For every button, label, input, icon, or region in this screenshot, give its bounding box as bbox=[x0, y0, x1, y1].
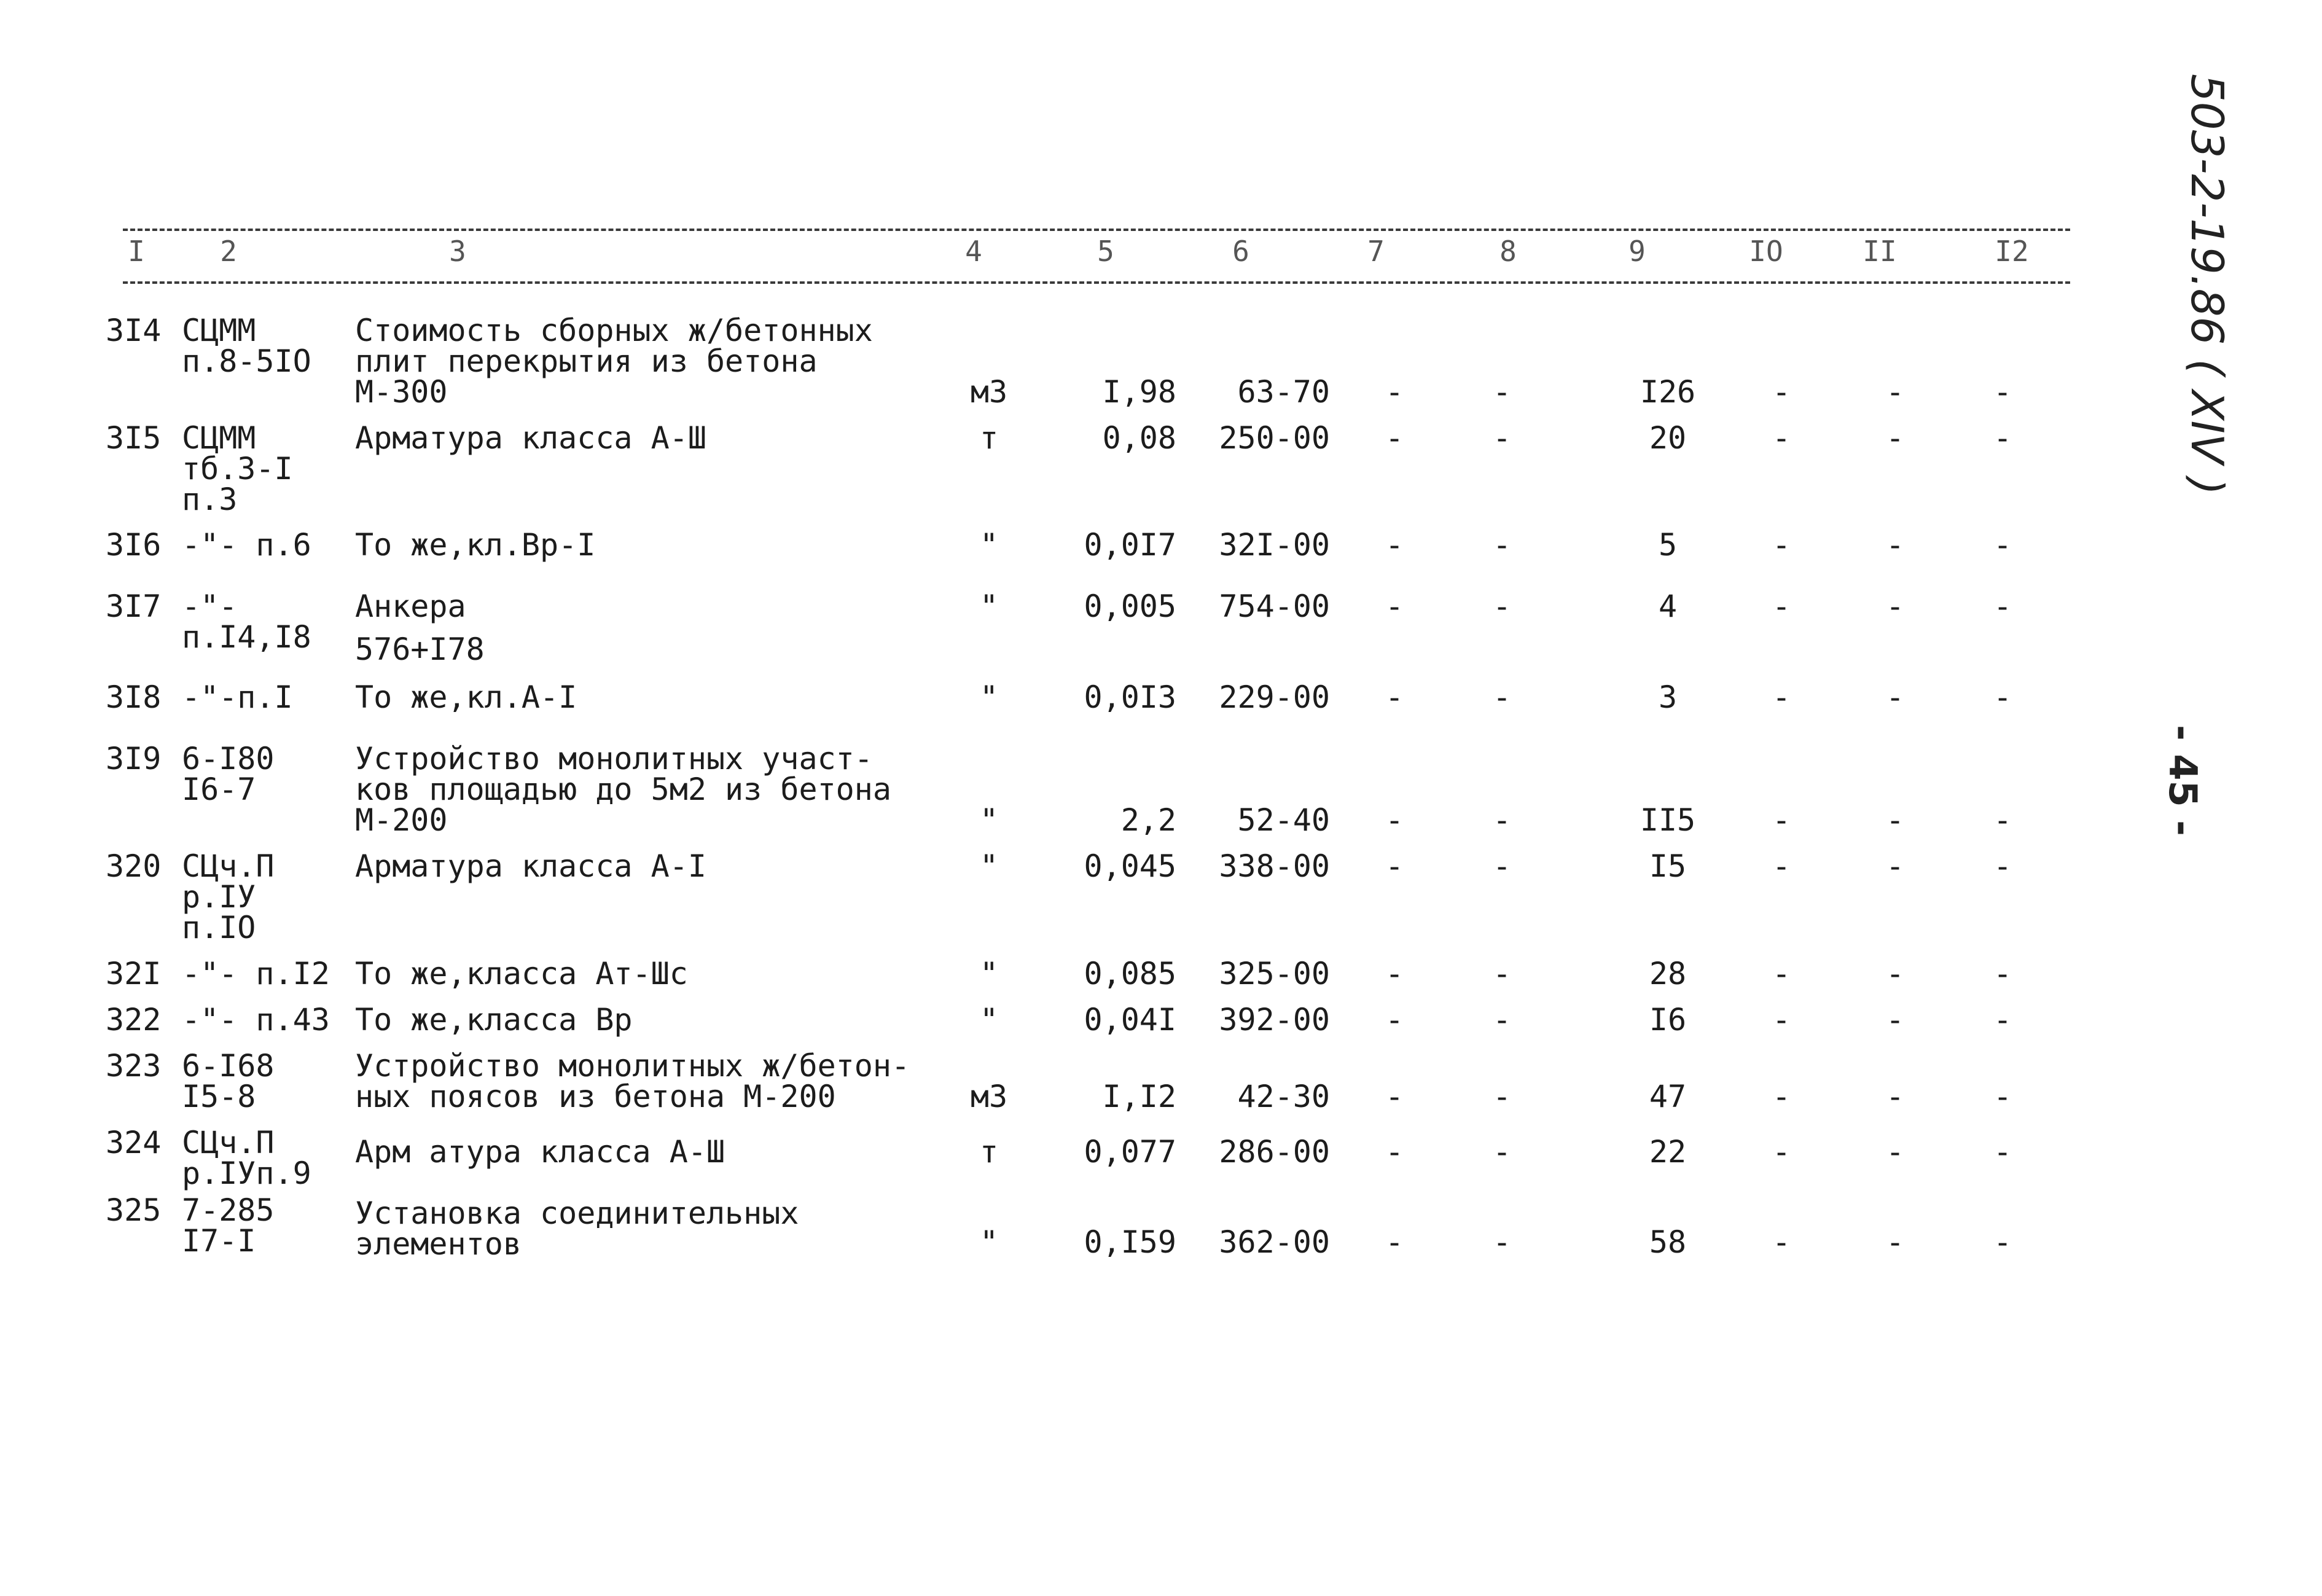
column-11-value: - bbox=[1885, 956, 1905, 992]
unit-price: 32I-00 bbox=[1219, 527, 1330, 563]
total-cost: I6 bbox=[1649, 1002, 1687, 1038]
unit: м3 bbox=[970, 374, 1008, 410]
column-12-value: - bbox=[1993, 679, 2012, 715]
norm-code: 6-I80 I6-7 bbox=[182, 741, 275, 807]
column-header-6: 6 bbox=[1232, 235, 1249, 268]
quantity: I,I2 bbox=[1102, 1079, 1176, 1114]
column-header-7: 7 bbox=[1367, 235, 1385, 268]
norm-code: 7-285 I7-I bbox=[182, 1192, 275, 1259]
work-description-note: 576+I78 bbox=[355, 632, 485, 667]
column-8-value: - bbox=[1492, 802, 1512, 838]
total-cost: 58 bbox=[1649, 1224, 1687, 1260]
column-10-value: - bbox=[1772, 848, 1791, 884]
column-header-12: I2 bbox=[1995, 235, 2029, 268]
row-number: 3I8 bbox=[106, 679, 162, 715]
page-number: - 45 - bbox=[2160, 725, 2205, 836]
column-10-value: - bbox=[1772, 374, 1791, 410]
quantity: 0,077 bbox=[1084, 1134, 1176, 1170]
column-7-value: - bbox=[1385, 802, 1404, 838]
unit-price: 63-70 bbox=[1237, 374, 1330, 410]
quantity: 0,0I3 bbox=[1084, 679, 1176, 715]
document-code: 503-2-19.86 ( XIV ) bbox=[2181, 74, 2233, 495]
column-7-value: - bbox=[1385, 1002, 1404, 1038]
column-8-value: - bbox=[1492, 848, 1512, 884]
quantity: 2,2 bbox=[1120, 802, 1176, 838]
unit-price: 250-00 bbox=[1219, 420, 1330, 456]
column-header-3: 3 bbox=[449, 235, 466, 268]
total-cost: 4 bbox=[1658, 589, 1678, 624]
work-description: Арм атура класса А-Ш bbox=[355, 1134, 725, 1170]
column-8-value: - bbox=[1492, 420, 1512, 456]
column-11-value: - bbox=[1885, 589, 1905, 624]
column-11-value: - bbox=[1885, 1002, 1905, 1038]
unit: " bbox=[979, 527, 999, 563]
column-7-value: - bbox=[1385, 1224, 1404, 1260]
total-cost: 22 bbox=[1649, 1134, 1687, 1170]
header-top-rule bbox=[123, 229, 2070, 231]
column-7-value: - bbox=[1385, 589, 1404, 624]
column-7-value: - bbox=[1385, 527, 1404, 563]
unit: " bbox=[979, 679, 999, 715]
unit: " bbox=[979, 1002, 999, 1038]
work-description: То же,кл.А-I bbox=[355, 679, 577, 715]
column-11-value: - bbox=[1885, 679, 1905, 715]
norm-code: СЦч.П р.IУ п.IO bbox=[182, 848, 275, 945]
column-10-value: - bbox=[1772, 1134, 1791, 1170]
column-8-value: - bbox=[1492, 527, 1512, 563]
column-8-value: - bbox=[1492, 1134, 1512, 1170]
work-description: Стоимость сборных ж/бетонных плит перекрытия из бетона М-300 bbox=[355, 313, 873, 410]
unit-price: 286-00 bbox=[1219, 1134, 1330, 1170]
quantity: 0,085 bbox=[1084, 956, 1176, 992]
row-number: 3I5 bbox=[106, 420, 162, 456]
column-header-9: 9 bbox=[1628, 235, 1646, 268]
column-8-value: - bbox=[1492, 589, 1512, 624]
column-10-value: - bbox=[1772, 802, 1791, 838]
total-cost: 28 bbox=[1649, 956, 1687, 992]
column-8-value: - bbox=[1492, 1224, 1512, 1260]
header-bottom-rule bbox=[123, 281, 2070, 284]
norm-code: СЦММ тб.3-I п.3 bbox=[182, 420, 293, 517]
column-10-value: - bbox=[1772, 679, 1791, 715]
work-description: То же,класса Вр bbox=[355, 1002, 633, 1038]
total-cost: 3 bbox=[1658, 679, 1678, 715]
unit: " bbox=[979, 1224, 999, 1260]
total-cost: 47 bbox=[1649, 1079, 1687, 1114]
work-description: Установка соединительных элементов bbox=[355, 1195, 799, 1262]
column-11-value: - bbox=[1885, 848, 1905, 884]
unit-price: 338-00 bbox=[1219, 848, 1330, 884]
work-description: Устройство монолитных ж/бетон- ных поясов из бетона М-200 bbox=[355, 1048, 910, 1114]
work-description: То же,кл.Вр-I bbox=[355, 527, 596, 563]
unit-price: 392-00 bbox=[1219, 1002, 1330, 1038]
norm-code: -"- п.I4,I8 bbox=[182, 589, 311, 655]
unit: " bbox=[979, 956, 999, 992]
column-7-value: - bbox=[1385, 1079, 1404, 1114]
quantity: 0,045 bbox=[1084, 848, 1176, 884]
unit: " bbox=[979, 589, 999, 624]
column-7-value: - bbox=[1385, 374, 1404, 410]
column-11-value: - bbox=[1885, 1224, 1905, 1260]
row-number: 325 bbox=[106, 1192, 162, 1228]
unit: " bbox=[979, 802, 999, 838]
row-number: 323 bbox=[106, 1048, 162, 1084]
column-7-value: - bbox=[1385, 1134, 1404, 1170]
row-number: 320 bbox=[106, 848, 162, 884]
column-10-value: - bbox=[1772, 1079, 1791, 1114]
norm-code: -"- п.43 bbox=[182, 1002, 330, 1038]
column-12-value: - bbox=[1993, 1002, 2012, 1038]
work-description: То же,класса Ат-Шс bbox=[355, 956, 688, 992]
column-7-value: - bbox=[1385, 420, 1404, 456]
row-number: 322 bbox=[106, 1002, 162, 1038]
column-header-10: IO bbox=[1749, 235, 1783, 268]
norm-code: -"- п.I2 bbox=[182, 956, 330, 992]
column-12-value: - bbox=[1993, 1079, 2012, 1114]
total-cost: 20 bbox=[1649, 420, 1687, 456]
column-12-value: - bbox=[1993, 802, 2012, 838]
column-11-value: - bbox=[1885, 802, 1905, 838]
column-12-value: - bbox=[1993, 374, 2012, 410]
column-12-value: - bbox=[1993, 589, 2012, 624]
quantity: 0,005 bbox=[1084, 589, 1176, 624]
row-number: 3I7 bbox=[106, 589, 162, 624]
norm-code: СЦч.П р.IУп.9 bbox=[182, 1125, 311, 1191]
column-header-1: I bbox=[128, 235, 145, 268]
column-11-value: - bbox=[1885, 1079, 1905, 1114]
column-7-value: - bbox=[1385, 956, 1404, 992]
row-number: 324 bbox=[106, 1125, 162, 1160]
column-12-value: - bbox=[1993, 1134, 2012, 1170]
column-10-value: - bbox=[1772, 527, 1791, 563]
work-description: Устройство монолитных участ- ков площадью до 5м2 из бетона М-200 bbox=[355, 741, 891, 838]
total-cost: II5 bbox=[1640, 802, 1696, 838]
total-cost: I26 bbox=[1640, 374, 1696, 410]
row-number: 3I9 bbox=[106, 741, 162, 776]
total-cost: 5 bbox=[1658, 527, 1678, 563]
column-10-value: - bbox=[1772, 420, 1791, 456]
work-description: Анкера bbox=[355, 589, 466, 624]
quantity: I,98 bbox=[1102, 374, 1176, 410]
quantity: 0,08 bbox=[1102, 420, 1176, 456]
column-7-value: - bbox=[1385, 679, 1404, 715]
quantity: 0,I59 bbox=[1084, 1224, 1176, 1260]
column-header-8: 8 bbox=[1499, 235, 1517, 268]
quantity: 0,0I7 bbox=[1084, 527, 1176, 563]
column-7-value: - bbox=[1385, 848, 1404, 884]
quantity: 0,04I bbox=[1084, 1002, 1176, 1038]
column-11-value: - bbox=[1885, 527, 1905, 563]
unit-price: 229-00 bbox=[1219, 679, 1330, 715]
column-8-value: - bbox=[1492, 956, 1512, 992]
column-11-value: - bbox=[1885, 1134, 1905, 1170]
unit-price: 362-00 bbox=[1219, 1224, 1330, 1260]
column-12-value: - bbox=[1993, 527, 2012, 563]
total-cost: I5 bbox=[1649, 848, 1687, 884]
row-number: 32I bbox=[106, 956, 162, 992]
row-number: 3I6 bbox=[106, 527, 162, 563]
norm-code: -"- п.6 bbox=[182, 527, 311, 563]
column-12-value: - bbox=[1993, 1224, 2012, 1260]
column-header-4: 4 bbox=[965, 235, 982, 268]
unit: т bbox=[979, 420, 999, 456]
column-8-value: - bbox=[1492, 374, 1512, 410]
column-12-value: - bbox=[1993, 420, 2012, 456]
column-8-value: - bbox=[1492, 1079, 1512, 1114]
column-8-value: - bbox=[1492, 1002, 1512, 1038]
norm-code: -"-п.I bbox=[182, 679, 293, 715]
column-10-value: - bbox=[1772, 1224, 1791, 1260]
unit-price: 42-30 bbox=[1237, 1079, 1330, 1114]
column-8-value: - bbox=[1492, 679, 1512, 715]
column-10-value: - bbox=[1772, 1002, 1791, 1038]
column-10-value: - bbox=[1772, 589, 1791, 624]
unit: " bbox=[979, 848, 999, 884]
unit-price: 325-00 bbox=[1219, 956, 1330, 992]
work-description: Арматура класса А-Ш bbox=[355, 420, 706, 456]
norm-code: СЦММ п.8-5IO bbox=[182, 313, 311, 379]
column-header-2: 2 bbox=[220, 235, 237, 268]
column-11-value: - bbox=[1885, 374, 1905, 410]
work-description: Арматура класса А-I bbox=[355, 848, 706, 884]
column-11-value: - bbox=[1885, 420, 1905, 456]
unit-price: 754-00 bbox=[1219, 589, 1330, 624]
unit: т bbox=[979, 1134, 999, 1170]
norm-code: 6-I68 I5-8 bbox=[182, 1048, 275, 1114]
column-10-value: - bbox=[1772, 956, 1791, 992]
unit-price: 52-40 bbox=[1237, 802, 1330, 838]
unit: м3 bbox=[970, 1079, 1008, 1114]
column-header-11: II bbox=[1863, 235, 1897, 268]
column-12-value: - bbox=[1993, 848, 2012, 884]
row-number: 3I4 bbox=[106, 313, 162, 348]
column-header-5: 5 bbox=[1097, 235, 1114, 268]
column-12-value: - bbox=[1993, 956, 2012, 992]
